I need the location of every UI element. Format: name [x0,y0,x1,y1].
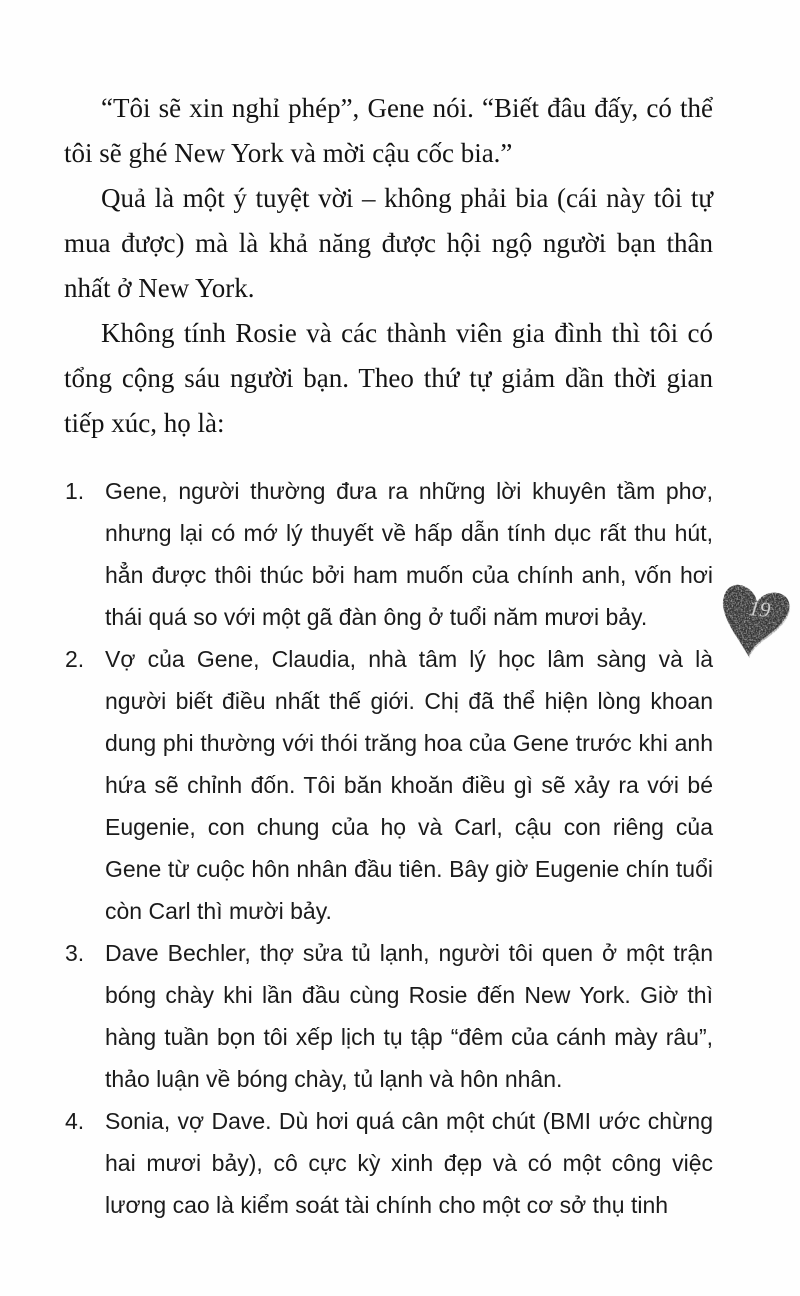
list-item-text: Vợ của Gene, Claudia, nhà tâm lý học lâm sàng và là người biết điều nhất thế giới. Chị đã thể hiện lòng khoan dung phi thường với thói trăng hoa của Gene trước khi anh hứa sẽ chỉnh đốn. Tôi băn khoăn điều gì sẽ xảy ra với bé Eugenie, con chung của họ và Carl, cậu con riêng của Gene từ cuộc hôn nhân đầu tiên. Bây giờ Eugenie chín tuổi còn Carl thì mười bảy. [105,646,713,924]
list-item-number: 1. [65,478,85,504]
paragraph-reflection: Quả là một ý tuyệt vời – không phải bia (cái này tôi tự mua được) mà là khả năng được hội ngộ người bạn thân nhất ở New York. [64,183,713,303]
friend-list [64,470,713,1226]
heart-icon [714,578,794,662]
list-item-number: 2. [65,646,85,672]
list-item-number: 4. [65,1108,85,1134]
list-item [64,932,713,1100]
paragraph-friends-intro: Không tính Rosie và các thành viên gia đình thì tôi có tổng cộng sáu người bạn. Theo thứ tự giảm dần thời gian tiếp xúc, họ là: [64,318,713,438]
list-item [64,1100,713,1226]
list-item-text: Dave Bechler, thợ sửa tủ lạnh, người tôi quen ở một trận bóng chày khi lần đầu cùng Rosie đến New York. Giờ thì hàng tuần bọn tôi xếp lịch tụ tập “đêm của cánh mày râu”, thảo luận về bóng chày, tủ lạnh và hôn nhân. [105,940,713,1092]
text-block [64,86,713,1226]
page-number-stamp [714,578,794,662]
list-item [64,638,713,932]
list-item-text: Sonia, vợ Dave. Dù hơi quá cân một chút (BMI ước chừng hai mươi bảy), cô cực kỳ xinh đẹp và có một công việc lương cao là kiểm soát tài chính cho một cơ sở thụ tinh [105,1108,713,1218]
paragraph-dialogue: “Tôi sẽ xin nghỉ phép”, Gene nói. “Biết đâu đấy, có thể tôi sẽ ghé New York và mời cậu cốc bia.” [64,93,713,168]
list-item-number: 3. [65,940,85,966]
list-item [64,470,713,638]
list-item-text: Gene, người thường đưa ra những lời khuyên tầm phơ, nhưng lại có mớ lý thuyết về hấp dẫn tính dục rất thu hút, hẳn được thôi thúc bởi ham muốn của chính anh, vốn hơi thái quá so với một gã đàn ông ở tuổi năm mươi bảy. [105,478,713,630]
page-number: 19 [747,595,772,623]
